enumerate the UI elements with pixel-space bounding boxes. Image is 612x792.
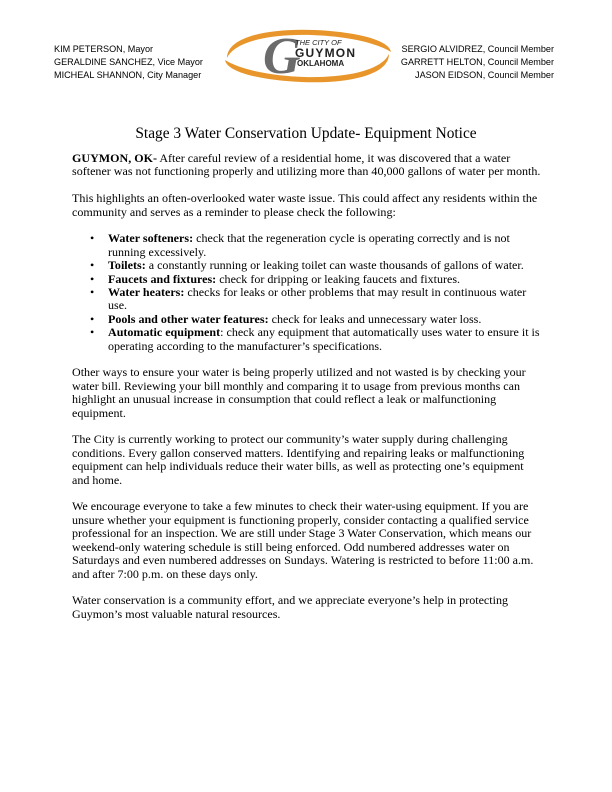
logo-text-line2: GUYMON [295,46,357,60]
city-logo-graphic [219,25,397,87]
intro-paragraph [72,152,542,179]
paragraph: This highlights an often-overlooked water waste issue. This could affect any residents within the community and serves as a reminder to please check the following: [72,191,538,219]
paragraph: The City is currently working to protect our community’s water supply during challenging conditions. Every gallon conserved matters. Identifying and repairing leaks or malfunctioning equipment can help individuals reduce their water bills, as well as protecting one’s equipment and home. [72,432,525,487]
official-name: KIM PETERSON, Mayor [54,44,154,54]
page-title: Stage 3 Water Conservation Update- Equipment Notice [135,125,477,142]
official-name: GERALDINE SANCHEZ, Vice Mayor [54,57,203,67]
paragraph: Other ways to ensure your water is being properly utilized and not wasted is by checking your water bill. Reviewing your bill monthly and comparing it to usage from previous months can highlight an unusual increase in consumption that could reflect a leak or malfunctioning equipment. [72,365,526,420]
header-officials-left [54,43,203,82]
list-item: • Toilets: a constantly running or leaking toilet can waste thousands of gallons of water. [108,259,542,272]
official-name: JASON EIDSON, Council Member [415,70,554,80]
list-item: • Pools and other water features: check for leaks and unnecessary water loss. [108,313,542,326]
list-item: • Faucets and fixtures: check for dripping or leaking faucets and fixtures. [108,273,542,286]
notice-body [72,152,542,635]
logo-text-line1: THE CITY OF [295,38,342,47]
paragraph: Water conservation is a community effort, and we appreciate everyone’s help in protecting Guymon’s most valuable natural resources. [72,593,509,621]
paragraph: We encourage everyone to take a few minutes to check their water-using equipment. If you are unsure whether your equipment is functioning properly, consider contacting a qualified service professional for an inspection. We are still under Stage 3 Water Conservation, which means our weekend-only watering schedule is still being enforced. Odd numbered addresses water on Saturdays and even numbered addresses on Sundays. Watering is restricted to before 11:00 a.m. and after 7:00 p.m. on these days only. [72,499,534,581]
list-item: • Water softeners: check that the regeneration cycle is operating correctly and is not running excessively. [108,232,542,259]
svg-text:G: G [263,28,301,85]
city-logo [219,25,397,87]
official-name: SERGIO ALVIDREZ, Council Member [401,44,554,54]
official-name: GARRETT HELTON, Council Member [400,57,554,67]
list-item: • Water heaters: checks for leaks or other problems that may result in continuous water use. [108,286,542,313]
dateline: GUYMON, OK- [72,151,157,165]
list-item: • Automatic equipment: check any equipment that automatically uses water to ensure it is operating according to the manufacturer’s specifications. [108,326,542,353]
header-officials-right [401,43,554,82]
intro-text: After careful review of a residential home, it was discovered that a water softener was not functioning properly and utilizing more than 40,000 gallons of water per month. [72,151,541,179]
official-name: MICHEAL SHANNON, City Manager [54,70,202,80]
checklist [72,232,542,353]
logo-text-line3: OKLAHOMA [297,59,345,68]
